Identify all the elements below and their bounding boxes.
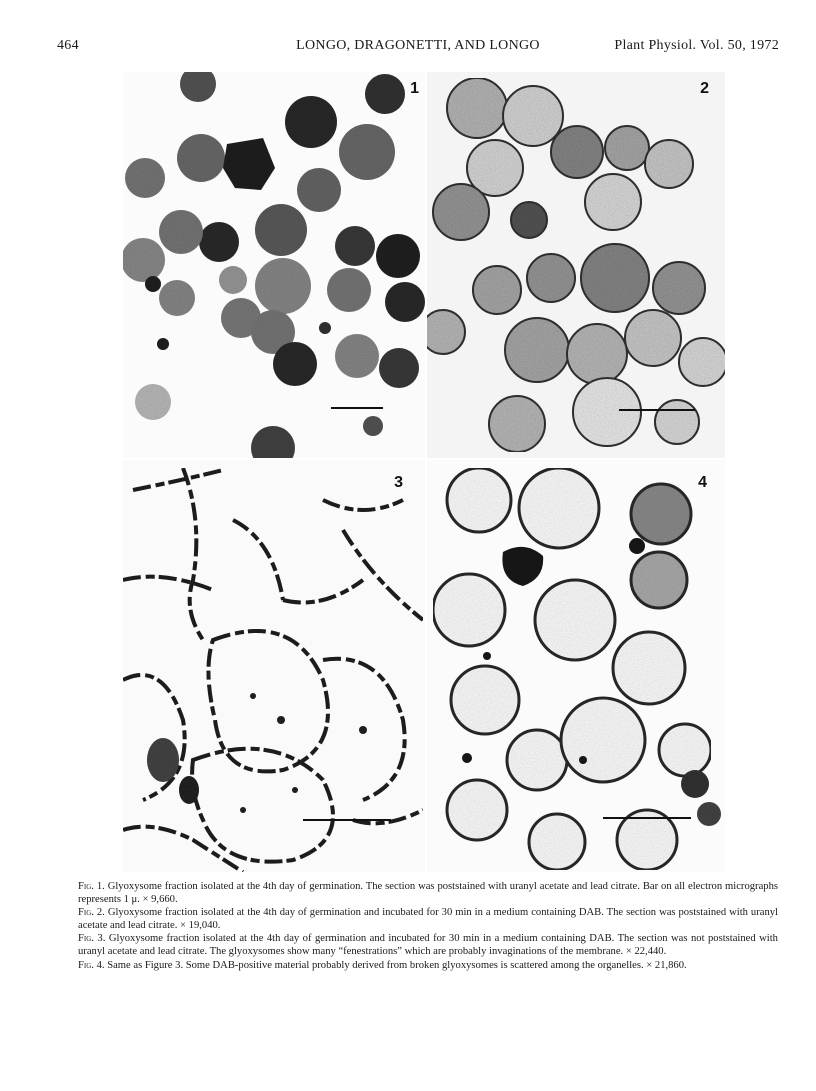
caption-text: Glyoxysome fraction isolated at the 4th day of germination and incubated for 30 min in a medium containing DAB. The section was not poststained with uranyl acetate and lead citrate. The glyoxysomes show many “fenestrations” which are probably invaginations of the membrane. × 22,440.: [78, 933, 778, 957]
micrograph-panel-3: [123, 460, 425, 872]
caption-text: Same as Figure 3. Some DAB-positive material probably derived from broken glyoxysomes is scattered among the organelles. × 21,860.: [107, 959, 687, 971]
caption-text: Glyoxysome fraction isolated at the 4th day of germination. The section was poststained with uranyl acetate and lead citrate. Bar on all electron micrographs represents 1 μ. × 9,660.: [78, 881, 778, 905]
micrograph-1-image: [123, 72, 425, 458]
caption-fig-4: [78, 960, 778, 973]
page-number: 464: [57, 38, 79, 53]
running-header: [57, 38, 779, 56]
micrograph-3-image: [123, 460, 425, 872]
micrograph-4-image: [427, 460, 725, 872]
caption-label: Fig. 2.: [78, 907, 105, 919]
micrograph-2-image: [427, 72, 725, 458]
micrograph-panel-4: [427, 460, 725, 872]
caption-fig-1: [78, 881, 778, 906]
caption-label: Fig. 4.: [78, 959, 105, 971]
figure-number-2: 2: [700, 80, 709, 97]
caption-label: Fig. 3.: [78, 933, 106, 945]
caption-fig-3: [78, 933, 778, 958]
running-authors: LONGO, DRAGONETTI, AND LONGO: [296, 38, 540, 53]
micrograph-panel-2: [427, 72, 725, 458]
micrograph-panel-1: [123, 72, 425, 458]
figure-captions: [78, 881, 778, 973]
caption-fig-2: [78, 907, 778, 932]
journal-citation: Plant Physiol. Vol. 50, 1972: [614, 38, 779, 53]
caption-label: Fig. 1.: [78, 881, 105, 892]
figure-number-4: 4: [698, 474, 707, 491]
figure-number-1: 1: [410, 80, 419, 97]
figure-number-3: 3: [394, 474, 403, 491]
caption-text: Glyoxysome fraction isolated at the 4th day of germination and incubated for 30 min in a medium containing DAB. The section was poststained with uranyl acetate and lead citrate. × 19,040.: [78, 907, 778, 931]
figure-plate: [123, 72, 725, 872]
